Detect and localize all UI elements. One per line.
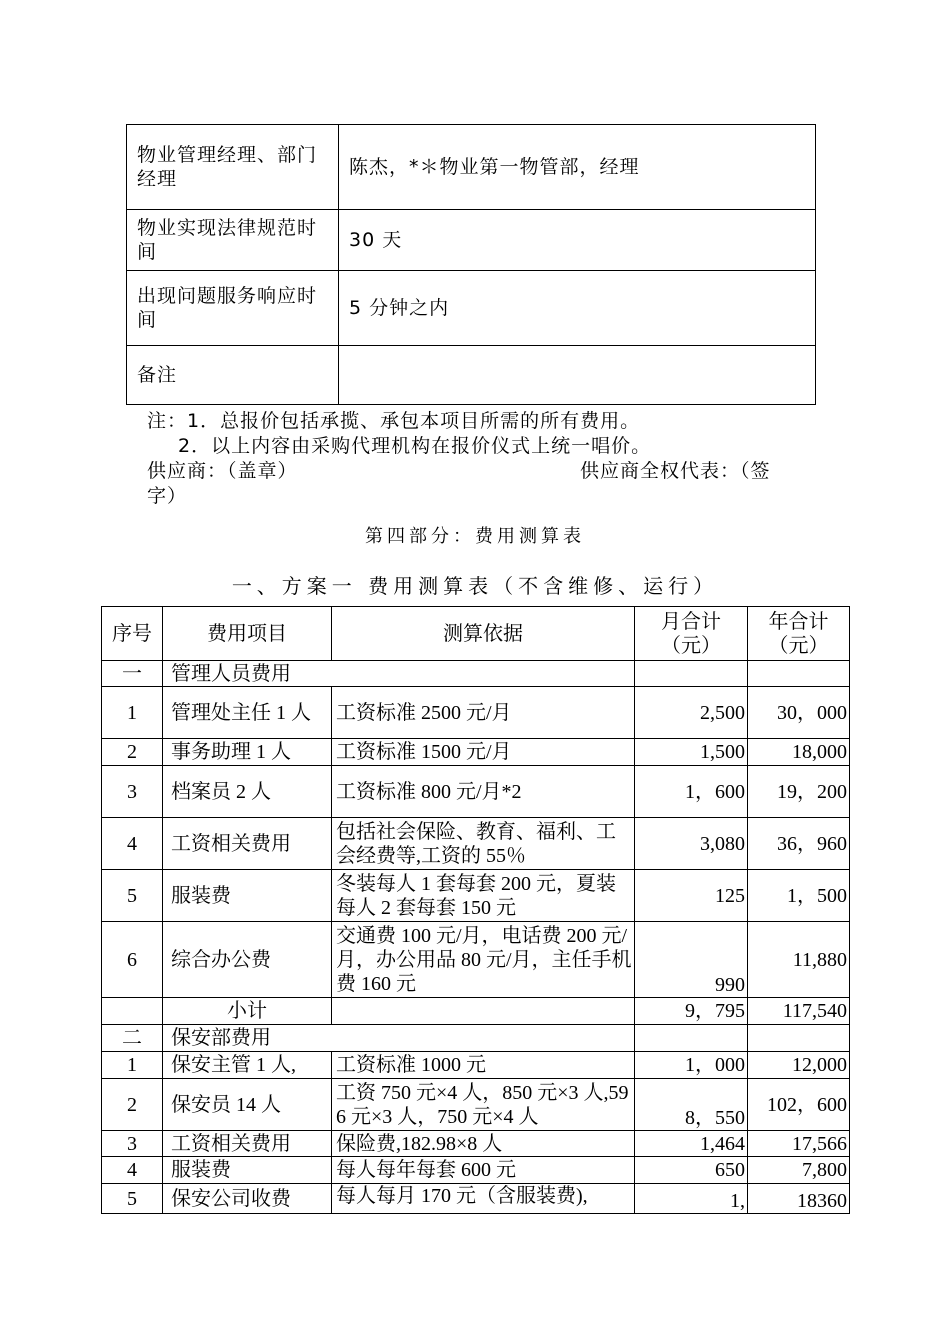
subtotal-yearly: 117,540 <box>748 998 850 1025</box>
row-monthly: 1,500 <box>635 739 748 766</box>
empty-cell <box>102 998 163 1025</box>
row-monthly: 125 <box>635 870 748 922</box>
table-row <box>102 870 850 922</box>
row-basis: 交通费 100 元/月，电话费 200 元/月，办公用品 80 元/月，主任手机费 160 元 <box>332 922 635 998</box>
table-row <box>102 1157 850 1184</box>
table-row <box>102 1079 850 1131</box>
supplier-representative-cont: 字） <box>147 485 188 507</box>
row-item: 综合办公费 <box>163 922 332 998</box>
row-yearly: 102，600 <box>748 1079 850 1131</box>
row-basis: 工资标准 1500 元/月 <box>332 739 635 766</box>
row-item: 工资相关费用 <box>163 1131 332 1157</box>
section-seq: 二 <box>102 1025 163 1052</box>
row-seq: 3 <box>102 766 163 818</box>
section-name: 管理人员费用 <box>163 661 635 687</box>
row-yearly: 7,800 <box>748 1157 850 1184</box>
row-item: 保安员 14 人 <box>163 1079 332 1131</box>
table-row <box>102 818 850 870</box>
row-item: 管理处主任 1 人 <box>163 687 332 739</box>
row-seq: 5 <box>102 1184 163 1214</box>
row-monthly: 1，000 <box>635 1052 748 1079</box>
row-seq: 4 <box>102 1157 163 1184</box>
header-seq: 序号 <box>102 607 163 661</box>
info-value: 5 分钟之内 <box>339 271 816 346</box>
section-row <box>102 661 850 687</box>
row-item: 档案员 2 人 <box>163 766 332 818</box>
row-monthly: 8，550 <box>635 1079 748 1131</box>
row-yearly: 36，960 <box>748 818 850 870</box>
row-yearly: 11,880 <box>748 922 850 998</box>
table-row <box>102 1184 850 1214</box>
row-monthly: 2,500 <box>635 687 748 739</box>
row-item: 服装费 <box>163 1157 332 1184</box>
empty-cell <box>748 1025 850 1052</box>
row-basis: 工资标准 2500 元/月 <box>332 687 635 739</box>
row-basis: 冬装每人 1 套每套 200 元，夏装每人 2 套每套 150 元 <box>332 870 635 922</box>
row-seq: 6 <box>102 922 163 998</box>
info-row <box>127 125 816 210</box>
row-seq: 2 <box>102 739 163 766</box>
row-yearly: 18360 <box>748 1184 850 1214</box>
table-row <box>102 739 850 766</box>
row-item: 保安主管 1 人, <box>163 1052 332 1079</box>
row-item: 服装费 <box>163 870 332 922</box>
table-row <box>102 687 850 739</box>
row-monthly: 1,464 <box>635 1131 748 1157</box>
empty-cell <box>635 661 748 687</box>
info-label: 备注 <box>127 346 339 405</box>
section-row <box>102 1025 850 1052</box>
section-seq: 一 <box>102 661 163 687</box>
row-yearly: 19，200 <box>748 766 850 818</box>
note-line-1: 注：1．总报价包括承揽、承包本项目所需的所有费用。 <box>147 410 641 432</box>
row-basis: 保险费,182.98×8 人 <box>332 1131 635 1157</box>
row-basis: 工资标准 1000 元 <box>332 1052 635 1079</box>
empty-cell <box>635 1025 748 1052</box>
row-monthly: 3,080 <box>635 818 748 870</box>
row-basis: 工资标准 800 元/月*2 <box>332 766 635 818</box>
section-title: 第四部分：费用测算表 <box>365 526 585 547</box>
note-line-2: 2．以上内容由采购代理机构在报价仪式上统一唱价。 <box>178 435 652 457</box>
subtotal-row <box>102 998 850 1025</box>
info-value: 30 天 <box>339 210 816 271</box>
row-seq: 2 <box>102 1079 163 1131</box>
row-seq: 1 <box>102 1052 163 1079</box>
table-row <box>102 1131 850 1157</box>
row-seq: 4 <box>102 818 163 870</box>
row-monthly: 1, <box>635 1184 748 1214</box>
cost-table <box>101 606 850 1214</box>
table-header-row <box>102 607 850 661</box>
row-basis: 工资 750 元×4 人，850 元×3 人,596 元×3 人，750 元×4 人 <box>332 1079 635 1131</box>
header-item: 费用项目 <box>163 607 332 661</box>
info-label: 出现问题服务响应时间 <box>127 271 339 346</box>
info-row <box>127 346 816 405</box>
supplier-representative: 供应商全权代表：（签 <box>580 460 771 482</box>
info-label: 物业实现法律规范时间 <box>127 210 339 271</box>
row-basis: 每人每年每套 600 元 <box>332 1157 635 1184</box>
row-yearly: 17,566 <box>748 1131 850 1157</box>
row-item: 保安公司收费 <box>163 1184 332 1214</box>
header-monthly: 月合计（元） <box>635 607 748 661</box>
row-yearly: 12,000 <box>748 1052 850 1079</box>
section-name: 保安部费用 <box>163 1025 635 1052</box>
row-monthly: 990 <box>635 922 748 998</box>
row-basis: 每人每月 170 元（含服装费), <box>332 1184 635 1214</box>
empty-cell <box>332 998 635 1025</box>
empty-cell <box>748 661 850 687</box>
row-yearly: 30，000 <box>748 687 850 739</box>
table-row <box>102 766 850 818</box>
row-item: 事务助理 1 人 <box>163 739 332 766</box>
row-yearly: 1，500 <box>748 870 850 922</box>
info-value <box>339 346 816 405</box>
info-value: 陈杰，*＊物业第一物管部，经理 <box>339 125 816 210</box>
subtotal-label: 小计 <box>163 998 332 1025</box>
header-basis: 测算依据 <box>332 607 635 661</box>
table-title: 一、方案一 费用测算表（不含维修、运行） <box>231 574 719 598</box>
row-basis: 包括社会保险、教育、福利、工会经费等,工资的 55％ <box>332 818 635 870</box>
info-label: 物业管理经理、部门经理 <box>127 125 339 210</box>
row-seq: 3 <box>102 1131 163 1157</box>
row-seq: 1 <box>102 687 163 739</box>
info-table <box>126 124 816 405</box>
row-monthly: 650 <box>635 1157 748 1184</box>
info-row <box>127 210 816 271</box>
header-yearly: 年合计（元） <box>748 607 850 661</box>
row-monthly: 1，600 <box>635 766 748 818</box>
supplier-seal: 供应商：（盖章） <box>147 460 298 482</box>
table-row <box>102 922 850 998</box>
table-row <box>102 1052 850 1079</box>
subtotal-monthly: 9，795 <box>635 998 748 1025</box>
row-item: 工资相关费用 <box>163 818 332 870</box>
row-yearly: 18,000 <box>748 739 850 766</box>
info-row <box>127 271 816 346</box>
row-seq: 5 <box>102 870 163 922</box>
